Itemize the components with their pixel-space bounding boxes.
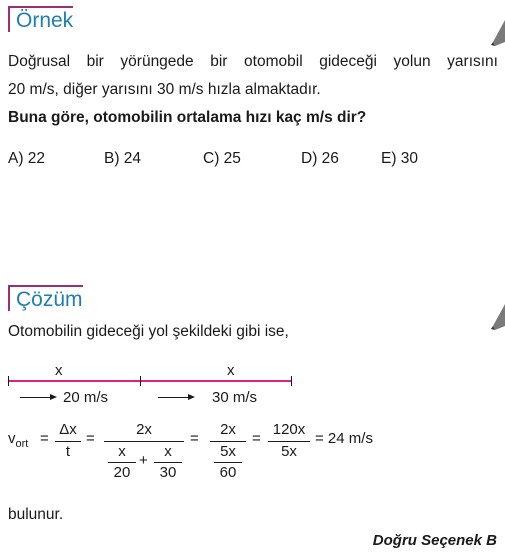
x-over-20-num: x: [118, 443, 126, 460]
option-b: B) 24: [104, 150, 142, 167]
equals-1: =: [40, 430, 49, 447]
correct-answer: Doğru Seçenek B: [372, 532, 497, 549]
road-tick-middle: [140, 376, 141, 386]
equals-2: =: [86, 430, 95, 447]
delta-x: Δx: [59, 421, 77, 438]
speed-1-label: 20 m/s: [63, 389, 109, 406]
time-t: t: [65, 443, 71, 460]
equals-3: =: [190, 430, 199, 447]
road-tick-end: [291, 376, 292, 386]
segment-1-label: x: [55, 362, 63, 379]
denominator-5x: 5x: [281, 443, 297, 460]
v-letter: v: [8, 430, 16, 447]
fraction-bar: [214, 462, 242, 463]
arrow-2-shaft: [158, 397, 188, 398]
result-value: = 24 m/s: [315, 430, 373, 447]
pencil-icon: [491, 20, 505, 46]
road-line: [8, 380, 292, 382]
option-a: A) 22: [8, 150, 46, 167]
solution-outro: bulunur.: [8, 506, 64, 523]
solution-intro: Otomobilin gideceği yol şekildeki gibi ise,: [8, 323, 289, 340]
arrow-1-shaft: [20, 397, 50, 398]
fraction-bar: [210, 441, 246, 442]
x-over-20-den: 20: [113, 464, 131, 481]
question-text: Buna göre, otomobilin ortalama hızı kaç m/s dir?: [8, 109, 367, 126]
numerator-2x-b: 2x: [220, 421, 236, 438]
plus-sign: +: [139, 452, 148, 469]
option-d: D) 26: [301, 150, 339, 167]
pencil-icon: [491, 304, 505, 330]
option-c: C) 25: [203, 150, 241, 167]
x-over-30-den: 30: [159, 464, 177, 481]
equals-4: =: [252, 430, 261, 447]
x-over-30-num: x: [164, 443, 172, 460]
fraction-bar: [108, 462, 136, 463]
arrow-right-icon: [50, 394, 57, 400]
fraction-bar: [104, 441, 184, 442]
v-subscript: ort: [15, 438, 29, 450]
speed-2-label: 30 m/s: [212, 389, 258, 406]
arrow-right-icon: [188, 394, 195, 400]
example-header: Örnek: [8, 6, 73, 32]
numerator-2x: 2x: [136, 421, 152, 438]
fraction-bar: [268, 441, 310, 442]
five-x: 5x: [220, 443, 236, 460]
sixty: 60: [219, 464, 237, 481]
v-symbol: [8, 430, 28, 450]
fraction-bar: [154, 462, 182, 463]
example-line-1: Doğrusal bir yörüngede bir otomobil gideceği yolun yarısını: [8, 53, 498, 70]
road-tick-start: [8, 376, 9, 386]
segment-2-label: x: [227, 362, 235, 379]
solution-header: Çözüm: [8, 285, 83, 311]
example-line-2: 20 m/s, diğer yarısını 30 m/s hızla almaktadır.: [8, 81, 321, 98]
fraction-bar: [55, 441, 81, 442]
option-e: E) 30: [381, 150, 419, 167]
numerator-120x: 120x: [272, 421, 306, 438]
